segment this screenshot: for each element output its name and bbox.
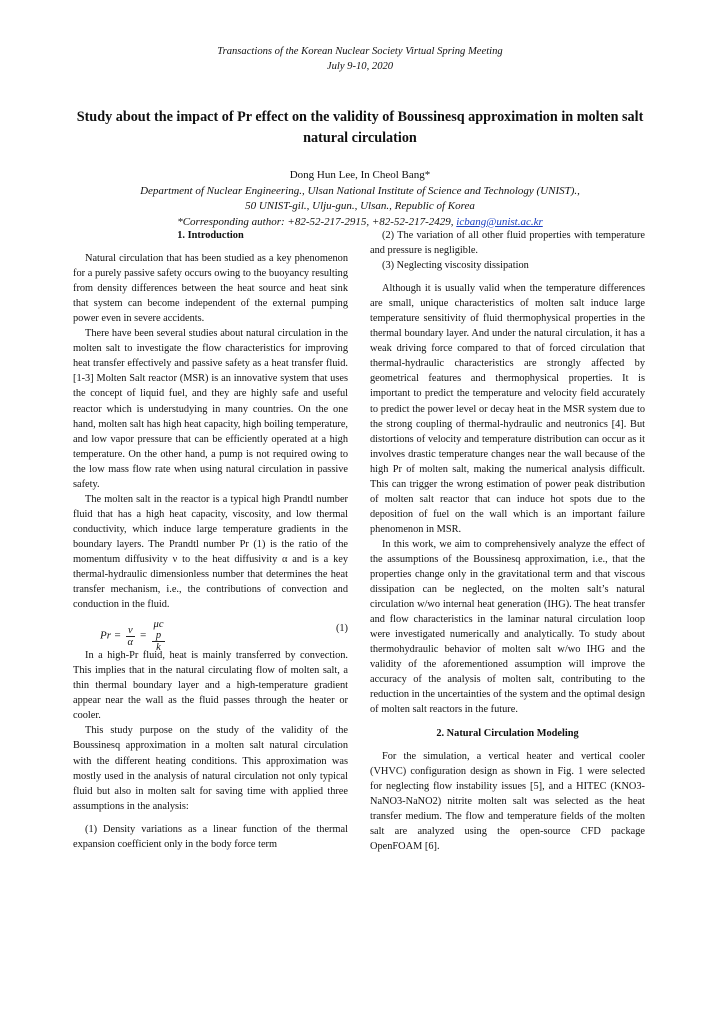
running-header bbox=[0, 44, 720, 74]
intro-paragraph-1: Natural circulation that has been studied as a key phenomenon for a purely passive safety occurs owing to the buoyancy resulting from density differences between the heat source and heat sink that system can become independent of the external pumping power even in severe accidents. bbox=[73, 253, 348, 325]
assumption-1: (1) Density variations as a linear function of the thermal expansion coefficient only in the body force term bbox=[73, 823, 348, 850]
equation-equals: = bbox=[136, 629, 150, 642]
author-block bbox=[0, 168, 720, 230]
fraction-nu-alpha bbox=[126, 625, 135, 648]
right-paragraph-1: Although it is usually valid when the temperature differences are small, unique characteristics of molten salt induce large temperature sensitivity of fluid thermophysical properties in the thermal boundary layer. And under the natural circulation, it has a weak driving force compared to that of forced circulation that thermal-hydraulic characteristics are strongly affected by geometrical features and thermophysical properties. It is important to predict the temperature and velocity field accurately to predict the power level or decay heat in the MSR system due to the strong coupling of thermal-hydraulic and neutronics [4]. But distortions of velocity and temperature distribution can occur as it involves drastic temperature changes near the wall because of the high Pr of molten salt, making the numerical analysis difficult. This can trigger the wrong estimation of power peak distribution of molten salt reactor that can induce hot spots due to the deposition of fuel on the wall which is an important failure phenomenon in MSR. bbox=[370, 283, 645, 535]
equation-body bbox=[100, 619, 167, 653]
fraction-mucp-k bbox=[152, 619, 166, 653]
numerator-mu-c: μc bbox=[153, 619, 164, 631]
intro-paragraph-2: There have been several studies about natural circulation in the molten salt to investigate the flow characteristics for improving heat transfer effectively and passive safety as a heat transfer fluid. [1-3] Molten Salt reactor (MSR) is an innovative system that uses the concept of liquid fuel, and they are highly safe and useful reactor which is understudying in many countries. On the one hand, molten salt has high heat capacity, high boiling temperature, and low vapor pressure that can be efficiently operated at a high temperature. On the other hand, a pump is not required owing to the low mass flow rate when using natural circulation in passive safety. bbox=[73, 328, 348, 490]
section-heading-modeling: 2. Natural Circulation Modeling bbox=[436, 727, 579, 739]
equation-prandtl bbox=[73, 614, 348, 654]
author-names: Dong Hun Lee, In Cheol Bang* bbox=[289, 169, 431, 181]
section-heading-introduction: 1. Introduction bbox=[177, 230, 244, 241]
subscript-p: p bbox=[155, 630, 162, 642]
modeling-paragraph-1: For the simulation, a vertical heater and vertical cooler (VHVC) configuration design as shown in Fig. 1 were selected for neglecting flow instability issues [5], and a HITEC (KNO3-NaNO3-NaNO2) nitrite molten salt was selected as the heat transfer medium. The flow and temperature fields of the molten salt are analyzed using the open-source CFD package OpenFOAM [6]. bbox=[370, 750, 645, 852]
header-date: July 9-10, 2020 bbox=[326, 61, 394, 72]
intro-paragraph-5: This study purpose on the study of the validity of the Boussinesq approximation in a molten salt natural circulation with the different heating conditions. This approximation was mostly used in the analysis of natural circulation not only typical fluid but also in molten salt for saving time with applied three assumptions in the analysis: bbox=[73, 725, 348, 812]
intro-paragraph-3: The molten salt in the reactor is a typical high Prandtl number fluid that has a high heat capacity, viscosity, and low thermal conductivity, which induce large temperature gradients in the boundary layers. The Prandtl number Pr (1) is the ratio of the momentum diffusivity ν to the heat diffusivity α and is a key thermal-hydraulic dimensionless number that determines the heat transfer mechanism, i.e., the contributions of convection and conduction in the fluid. bbox=[73, 493, 348, 611]
assumption-3: (3) Neglecting viscosity dissipation bbox=[382, 260, 529, 272]
intro-paragraph-4: In a high-Pr fluid, heat is mainly transferred by convection. This implies that in the natural circulating flow of molten salt, a thin thermal boundary layer and a high-temperature gradient appear near the wall as the fluid passes through the heater or cooler. bbox=[73, 650, 348, 722]
fraction-denominator: α bbox=[127, 636, 134, 648]
fraction-denominator: k bbox=[156, 642, 161, 654]
right-column bbox=[370, 228, 645, 854]
assumption-2: (2) The variation of all other fluid properties with temperature and pressure is negligible. bbox=[370, 230, 645, 257]
equation-lhs: Pr = bbox=[100, 629, 124, 642]
equation-number: (1) bbox=[335, 623, 348, 635]
paper-title: Study about the impact of Pr effect on the validity of Boussinesq approximation in molten salt natural circulation bbox=[76, 109, 644, 146]
affiliation-line-2: 50 UNIST-gil., Ulju-gun., Ulsan., Republic of Korea bbox=[245, 200, 475, 212]
affiliation-line-1: Department of Nuclear Engineering., Ulsan National Institute of Science and Technology (UNIST)., bbox=[140, 184, 580, 197]
right-paragraph-2: In this work, we aim to comprehensively analyze the effect of the assumptions of the Boussinesq approximation, i.e., that the properties change only in the gravitational term and that viscous dissipation can be neglected, on the molten salt’s natural circulation w/wo internal heat generation (IHG). The heat transfer and flow characteristics in the laminar natural circulation loop were investigated numerically and analytically. To study about thermohydraulic behavior of molten salt w/wo IHG and the validity of the aforementioned assumption will improve the accuracy of the analysis of molten salt, contributing to the reduction in the uncertainties of the system and the optimal design of molten salt reactors in the future. bbox=[370, 538, 645, 716]
corresponding-contact: *Corresponding author: +82-52-217-2915, +82-52-217-2429, bbox=[177, 215, 457, 228]
left-column bbox=[73, 228, 348, 852]
fraction-numerator bbox=[152, 619, 166, 642]
author-email-link[interactable]: icbang@unist.ac.kr bbox=[456, 215, 543, 228]
header-conference: Transactions of the Korean Nuclear Society Virtual Spring Meeting bbox=[217, 46, 503, 57]
fraction-numerator: ν bbox=[127, 624, 133, 636]
